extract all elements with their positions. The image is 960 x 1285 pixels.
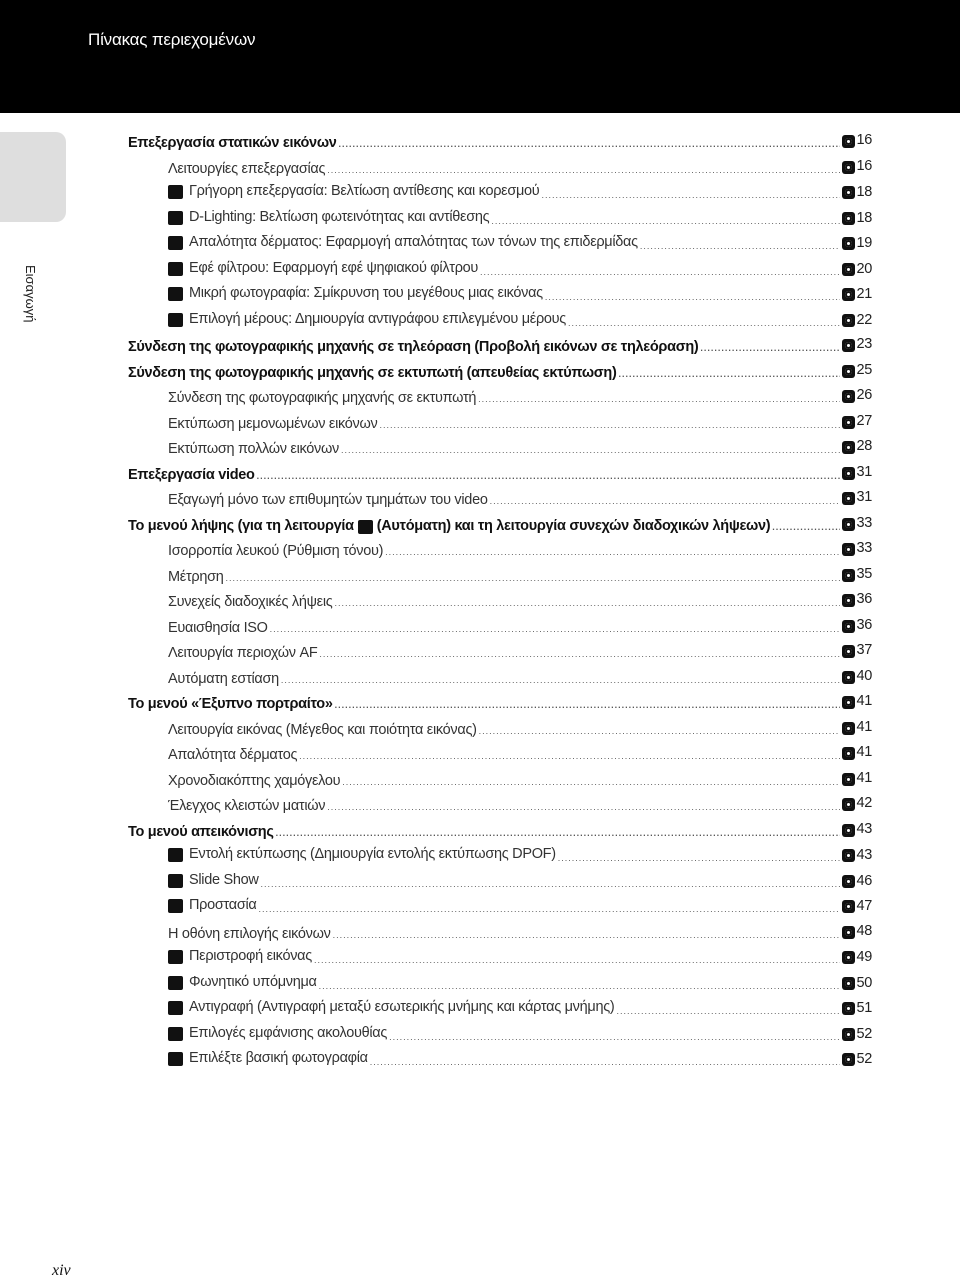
reference-section-icon (842, 951, 855, 964)
rotate-image-icon (168, 950, 183, 964)
reference-section-icon (842, 773, 855, 786)
reference-section-icon (842, 824, 855, 837)
page-reference[interactable] (842, 128, 872, 152)
page-reference[interactable] (842, 843, 872, 867)
toc-subentry[interactable] (168, 409, 872, 433)
page-reference[interactable] (842, 485, 872, 509)
camera-icon (358, 520, 373, 534)
page-reference[interactable] (842, 919, 872, 943)
page-reference[interactable] (842, 791, 872, 815)
toc-entry-text: Προστασία (189, 897, 257, 913)
page-number-ref: 47 (856, 897, 872, 914)
page-reference[interactable] (842, 1047, 872, 1071)
toc-subentry[interactable] (168, 485, 872, 509)
dot-leader (618, 362, 840, 386)
dot-leader (616, 999, 840, 1023)
header-bar (0, 0, 960, 113)
dot-leader (379, 413, 840, 437)
reference-section-icon (842, 543, 855, 556)
reference-section-icon (842, 416, 855, 429)
toc-entry-label (168, 1046, 368, 1070)
page-number-ref: 52 (856, 1050, 872, 1067)
page-reference[interactable] (842, 536, 872, 560)
toc-subentry[interactable] (168, 281, 872, 305)
toc-entry-text: Μέτρηση (168, 568, 224, 585)
page-reference[interactable] (842, 945, 872, 969)
toc-entry-text: Απαλότητα δέρματος: Εφαρμογή απαλότητας των τόνων της επιδερμίδας (189, 234, 638, 250)
voice-memo-icon (168, 976, 183, 990)
toc-entry-text: Γρήγορη επεξεργασία: Βελτίωση αντίθεσης και κορεσμού (189, 183, 540, 199)
dot-leader (339, 132, 841, 156)
page-reference[interactable] (842, 996, 872, 1020)
page-number-ref: 40 (856, 668, 872, 684)
toc-entry-text: Αυτόματη εστίαση (168, 670, 279, 687)
toc-entry-label (168, 488, 488, 512)
dot-leader (319, 642, 840, 666)
page-number-ref: 25 (856, 362, 872, 378)
toc-entry-text: Εντολή εκτύπωσης (Δημιουργία εντολής εκτύπωσης DPOF) (189, 846, 556, 862)
d-lighting-icon (168, 211, 183, 225)
toc-subentry[interactable] (168, 868, 872, 892)
page-reference[interactable] (842, 511, 872, 535)
toc-subentry[interactable] (168, 715, 872, 739)
toc-entry-label (168, 970, 317, 994)
page-reference[interactable] (842, 613, 872, 637)
toc-entry-label (168, 256, 478, 280)
toc-entry-label (168, 893, 257, 917)
page-number-ref: 41 (856, 693, 872, 709)
page-number-ref: 43 (856, 821, 872, 837)
page-number-ref: 51 (856, 999, 872, 1016)
toc-entry-text: Λειτουργίες επεξεργασίας (168, 160, 326, 177)
reference-section-icon (842, 467, 855, 480)
page-number-ref: 41 (856, 719, 872, 735)
page-number-ref: 36 (856, 591, 872, 607)
page-number-ref: 43 (856, 846, 872, 863)
reference-section-icon (842, 620, 855, 633)
reference-section-icon (842, 237, 855, 250)
dot-leader (478, 387, 840, 411)
copy-icon (168, 1001, 183, 1015)
page-number-ref: 41 (856, 770, 872, 786)
dot-leader (385, 540, 840, 564)
toc-entry-label (168, 590, 332, 614)
page-number-ref: 31 (856, 464, 872, 480)
toc-entry-label (168, 539, 383, 563)
toc-entry-text: Slide Show (189, 872, 259, 888)
reference-section-icon (842, 900, 855, 913)
toc-entry-text: Το μενού λήψης (για τη λειτουργία (128, 517, 354, 534)
toc-entry-text: Η οθόνη επιλογής εικόνων (168, 925, 331, 942)
reference-section-icon (842, 212, 855, 225)
page-number-ref: 18 (856, 209, 872, 226)
toc-subentry[interactable] (168, 536, 872, 560)
toc-subentry[interactable] (168, 791, 872, 815)
toc-entry-text: Το μενού απεικόνισης (128, 823, 274, 840)
toc-subentry[interactable] (168, 562, 872, 586)
dot-leader (257, 464, 841, 488)
page-reference[interactable] (842, 332, 872, 356)
toc-entry-text: Λειτουργία εικόνας (Μέγεθος και ποιότητα εικόνας) (168, 721, 477, 738)
toc-entry-label (168, 1021, 387, 1045)
toc-section-entry[interactable] (128, 128, 872, 152)
page-number-ref: 36 (856, 617, 872, 633)
reference-section-icon (842, 339, 855, 352)
dot-leader (772, 515, 840, 539)
toc-entry-label (168, 281, 543, 305)
page-number: xiv (52, 1262, 71, 1279)
toc-entry-label (128, 692, 333, 716)
page-number-ref: 22 (856, 311, 872, 328)
page-reference[interactable] (842, 282, 872, 306)
toc-entry-text: Σύνδεση της φωτογραφικής μηχανής σε τηλεόραση (Προβολή εικόνων σε τηλεόραση) (128, 338, 699, 355)
reference-section-icon (842, 365, 855, 378)
toc-entry-text-continued: (Αυτόματη) και τη λειτουργία συνεχών διαδοχικών λήψεων) (376, 517, 771, 534)
reference-section-icon (842, 492, 855, 505)
reference-section-icon (842, 288, 855, 301)
page-reference[interactable] (842, 562, 872, 586)
toc-entry-text: Έλεγχος κλειστών ματιών (168, 797, 326, 814)
crop-icon (168, 313, 183, 327)
toc-entry-text: Εξαγωγή μόνο των επιθυμητών τμημάτων του video (168, 491, 488, 508)
protect-key-icon (168, 899, 183, 913)
toc-entry-text: Εφέ φίλτρου: Εφαρμογή εφέ ψηφιακού φίλτρου (189, 260, 479, 276)
page-number-ref: 20 (856, 260, 872, 277)
toc-section-entry[interactable] (128, 817, 872, 841)
toc-section-entry[interactable] (128, 689, 872, 713)
toc-entry-text: Εκτύπωση μεμονωμένων εικόνων (168, 415, 378, 432)
page-reference[interactable] (842, 740, 872, 764)
toc-entry-label (168, 412, 377, 436)
reference-section-icon (842, 314, 855, 327)
reference-section-icon (842, 186, 855, 199)
page-reference[interactable] (842, 308, 872, 332)
toc-section-entry[interactable] (128, 358, 872, 382)
toc-subentry[interactable] (168, 1046, 872, 1070)
dot-leader (558, 846, 841, 870)
toc-entry-label (168, 922, 331, 946)
reference-section-icon (842, 135, 855, 148)
dot-leader (270, 617, 841, 641)
dot-leader (545, 285, 841, 309)
dot-leader (327, 795, 840, 819)
page-title: Πίνακας περιεχομένων (88, 30, 256, 49)
key-picture-icon (168, 1052, 183, 1066)
toc-subentry[interactable] (168, 740, 872, 764)
toc-entry-text: Επιλέξτε βασική φωτογραφία (189, 1050, 368, 1066)
toc-subentry[interactable] (168, 1021, 872, 1045)
toc-subentry[interactable] (168, 664, 872, 688)
toc-entry-text: Επιλογή μέρους: Δημιουργία αντιγράφου επιλεγμένου μέρους (189, 311, 566, 327)
toc-subentry[interactable] (168, 205, 872, 229)
toc-entry-label (128, 361, 616, 385)
toc-entry-text: Χρονοδιακόπτης χαμόγελου (168, 772, 341, 789)
page-reference[interactable] (842, 766, 872, 790)
reference-section-icon (842, 722, 855, 735)
reference-section-icon (842, 875, 855, 888)
page-reference[interactable] (842, 154, 872, 178)
toc-entry-label (128, 514, 770, 538)
page-number-ref: 21 (856, 285, 872, 302)
print-order-icon (168, 848, 183, 862)
page-reference[interactable] (842, 715, 872, 739)
page-reference[interactable] (842, 894, 872, 918)
toc-entry-text: Σύνδεση της φωτογραφικής μηχανής σε εκτυπωτή (168, 389, 477, 406)
toc-section-entry[interactable] (128, 511, 872, 535)
page-number-ref: 31 (856, 489, 872, 505)
toc-entry-text: Λειτουργία περιοχών AF (168, 644, 318, 661)
toc-subentry[interactable] (168, 613, 872, 637)
page-number-ref: 49 (856, 948, 872, 965)
toc-subentry[interactable] (168, 230, 872, 254)
reference-section-icon (842, 390, 855, 403)
page-reference[interactable] (842, 587, 872, 611)
toc-entry-label (128, 820, 274, 844)
dot-leader (333, 923, 841, 947)
dot-leader (226, 566, 841, 590)
page-number-ref: 28 (856, 438, 872, 454)
reference-section-icon (842, 263, 855, 276)
page-reference[interactable] (842, 1022, 872, 1046)
toc-entry-label (168, 769, 340, 793)
toc-entry-text: Μικρή φωτογραφία: Σμίκρυνση του μεγέθους μιας εικόνας (189, 285, 543, 301)
page-reference[interactable] (842, 869, 872, 893)
toc-subentry[interactable] (168, 154, 872, 178)
toc-entry-label (128, 131, 337, 155)
toc-subentry[interactable] (168, 970, 872, 994)
toc-subentry[interactable] (168, 944, 872, 968)
page-reference[interactable] (842, 231, 872, 255)
toc-entry-label (168, 565, 224, 589)
skin-softening-icon (168, 236, 183, 250)
toc-entry-label (168, 743, 297, 767)
toc-entry-label (168, 794, 325, 818)
page-reference[interactable] (842, 206, 872, 230)
reference-section-icon (842, 1028, 855, 1041)
page-number-ref: 46 (856, 872, 872, 889)
page-number-ref: 48 (856, 923, 872, 939)
small-picture-icon (168, 287, 183, 301)
toc-entry-text: Εκτύπωση πολλών εικόνων (168, 440, 339, 457)
toc-entry-label (168, 868, 259, 892)
dot-leader (479, 719, 841, 743)
toc-entry-label (168, 944, 312, 968)
page-number-ref: 19 (856, 234, 872, 251)
toc-entry-text: Ευαισθησία ISO (168, 619, 268, 636)
dot-leader (700, 336, 840, 360)
dot-leader (640, 234, 841, 258)
reference-section-icon (842, 161, 855, 174)
toc-entry-text: D-Lighting: Βελτίωση φωτεινότητας και αντίθεσης (189, 209, 490, 225)
page-number-ref: 23 (856, 336, 872, 352)
dot-leader (281, 668, 841, 692)
dot-leader (370, 1050, 841, 1074)
page-number-ref: 52 (856, 1025, 872, 1042)
reference-section-icon (842, 696, 855, 709)
toc-entry-text: Αντιγραφή (Αντιγραφή μεταξύ εσωτερικής μνήμης και κάρτας μνήμης) (189, 999, 615, 1015)
page-number-ref: 35 (856, 566, 872, 582)
toc-subentry[interactable] (168, 256, 872, 280)
page-reference[interactable] (842, 638, 872, 662)
toc-subentry[interactable] (168, 383, 872, 407)
page-reference[interactable] (842, 180, 872, 204)
reference-section-icon (842, 1053, 855, 1066)
toc-subentry[interactable] (168, 587, 872, 611)
toc-entry-label (168, 307, 566, 331)
toc-entry-label (168, 667, 279, 691)
dot-leader (299, 744, 840, 768)
slide-show-icon (168, 874, 183, 888)
toc-entry-text: Επεξεργασία στατικών εικόνων (128, 134, 337, 151)
page-reference[interactable] (842, 257, 872, 281)
toc-subentry[interactable] (168, 766, 872, 790)
page-number-ref: 18 (856, 183, 872, 200)
toc-entry-label (168, 157, 325, 181)
reference-section-icon (842, 645, 855, 658)
toc-entry-label (168, 718, 477, 742)
page-reference[interactable] (842, 689, 872, 713)
page-number-ref: 33 (856, 515, 872, 531)
toc-subentry[interactable] (168, 179, 872, 203)
toc-entry-label (168, 230, 638, 254)
dot-leader (259, 897, 841, 921)
reference-section-icon (842, 798, 855, 811)
toc-section-entry[interactable] (128, 460, 872, 484)
toc-entry-text: Σύνδεση της φωτογραφικής μηχανής σε εκτυπωτή (απευθείας εκτύπωση) (128, 364, 617, 381)
page-reference[interactable] (842, 409, 872, 433)
reference-section-icon (842, 977, 855, 990)
page-number-ref: 27 (856, 413, 872, 429)
toc-subentry[interactable] (168, 638, 872, 662)
page-number-ref: 42 (856, 795, 872, 811)
toc-subentry[interactable] (168, 893, 872, 917)
toc-entry-label (168, 842, 556, 866)
dot-leader (334, 591, 840, 615)
toc-entry-label (168, 179, 539, 203)
sequence-display-icon (168, 1027, 183, 1041)
toc-entry-text: Επιλογές εμφάνισης ακολουθίας (189, 1025, 388, 1041)
reference-section-icon (842, 441, 855, 454)
toc-entry-text: Φωνητικό υπόμνημα (189, 974, 317, 990)
page-number-ref: 16 (856, 132, 872, 148)
quick-retouch-icon (168, 185, 183, 199)
dot-leader (314, 948, 841, 972)
toc-subentry[interactable] (168, 995, 872, 1019)
page-reference[interactable] (842, 434, 872, 458)
toc-entry-label (168, 437, 339, 461)
toc-entry-label (168, 386, 476, 410)
dot-leader (341, 438, 841, 462)
toc-entry-label (128, 463, 255, 487)
toc-entry-text: Συνεχείς διαδοχικές λήψεις (168, 593, 333, 610)
page-number-ref: 41 (856, 744, 872, 760)
reference-section-icon (842, 671, 855, 684)
toc-entry-label (168, 641, 317, 665)
reference-section-icon (842, 569, 855, 582)
toc-section-entry[interactable] (128, 332, 872, 356)
reference-section-icon (842, 594, 855, 607)
dot-leader (342, 770, 840, 794)
reference-section-icon (842, 747, 855, 760)
reference-section-icon (842, 926, 855, 939)
page-number-ref: 16 (856, 158, 872, 174)
page-reference[interactable] (842, 383, 872, 407)
toc-entry-label (128, 335, 698, 359)
toc-entry-text: Το μενού «Έξυπνο πορτραίτο» (128, 695, 333, 712)
toc-entry-label (168, 616, 268, 640)
page-reference[interactable] (842, 817, 872, 841)
page-reference[interactable] (842, 460, 872, 484)
reference-section-icon (842, 1002, 855, 1015)
toc-entry-text: Επεξεργασία video (128, 466, 255, 483)
toc-entry-label (168, 995, 614, 1019)
section-tab-label: Εισαγωγή (23, 265, 38, 323)
page-reference[interactable] (842, 971, 872, 995)
reference-section-icon (842, 518, 855, 531)
section-tab[interactable] (0, 132, 66, 222)
dot-leader (276, 821, 841, 845)
toc-subentry[interactable] (168, 842, 872, 866)
toc-entry-text: Περιστροφή εικόνας (189, 948, 312, 964)
toc-entry-text: Απαλότητα δέρματος (168, 746, 298, 763)
page-number-ref: 37 (856, 642, 872, 658)
dot-leader (327, 158, 840, 182)
filter-effects-icon (168, 262, 183, 276)
toc-entry-text: Ισορροπία λευκού (Ρύθμιση τόνου) (168, 542, 384, 559)
toc-subentry[interactable] (168, 434, 872, 458)
dot-leader (335, 693, 841, 717)
page-number-ref: 33 (856, 540, 872, 556)
dot-leader (490, 489, 841, 513)
toc-entry-label (168, 205, 489, 229)
page-reference[interactable] (842, 664, 872, 688)
page-number-ref: 26 (856, 387, 872, 403)
toc-subentry[interactable] (168, 919, 872, 943)
page-number-ref: 50 (856, 974, 872, 991)
toc-subentry[interactable] (168, 307, 872, 331)
page-reference[interactable] (842, 358, 872, 382)
dot-leader (541, 183, 840, 207)
reference-section-icon (842, 849, 855, 862)
